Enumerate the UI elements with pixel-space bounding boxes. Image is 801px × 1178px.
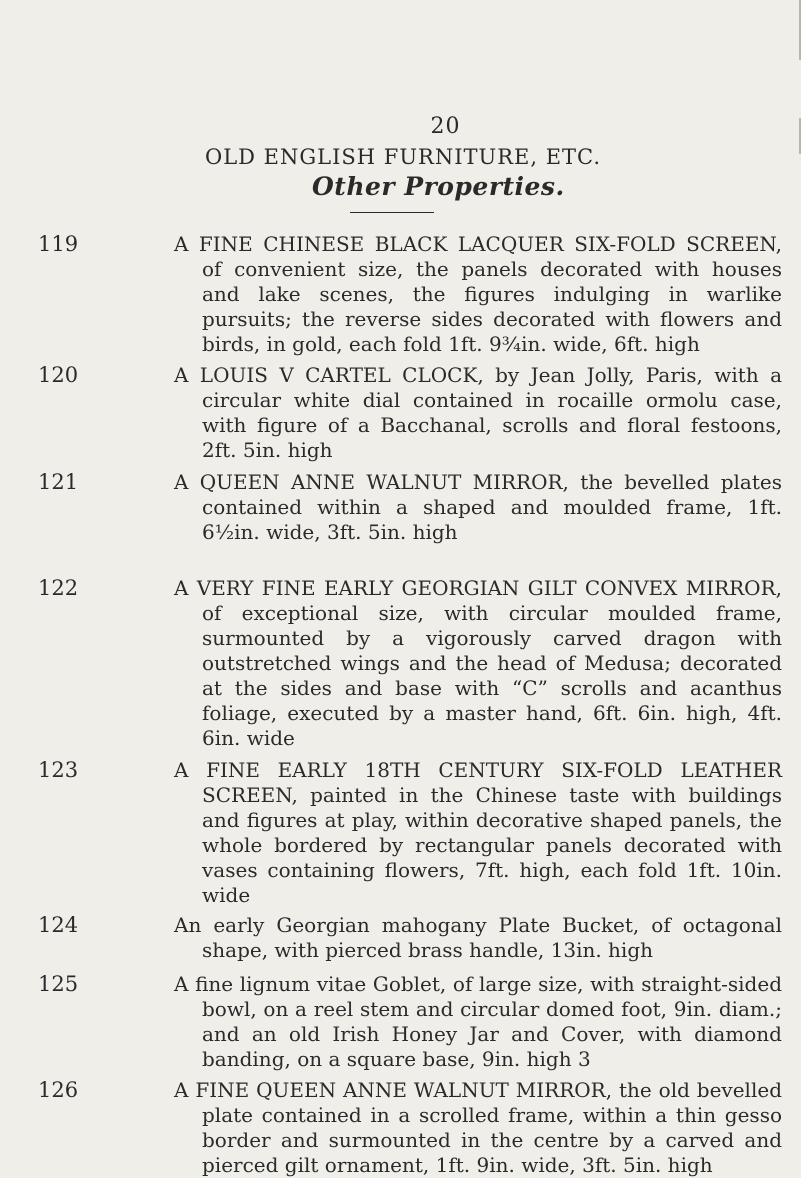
lot-description: A VERY FINE EARLY GEORGIAN GILT CONVEX MIRROR, of exceptional size, with circular moulded frame, surmounted by a vigorously carved dragon with outstretched wings and the head of Medusa; decorated at the sides and base with “C” scrolls and acanthus foliage, executed by a master hand, 6ft. 6in. high, 4ft. 6in. wide bbox=[174, 576, 782, 750]
lot-number: 121 bbox=[38, 470, 79, 494]
lot-number: 122 bbox=[38, 576, 79, 600]
header-divider bbox=[350, 212, 434, 213]
page-number: 20 bbox=[430, 114, 461, 139]
lot-number: 124 bbox=[38, 913, 79, 937]
lot-description: An early Georgian mahogany Plate Bucket, of octagonal shape, with pierced brass handle, 13in. high bbox=[174, 913, 782, 962]
lot-description: A LOUIS V CARTEL CLOCK, by Jean Jolly, Paris, with a circular white dial contained in rocaille ormolu case, with figure of a Bacchanal, scrolls and floral festoons, 2ft. 5in. high bbox=[174, 363, 782, 462]
lot-description: A FINE EARLY 18TH CENTURY SIX-FOLD LEATHER SCREEN, painted in the Chinese taste with buildings and figures at play, within decorative shaped panels, the whole bordered by rectangular panels decorated with vases containing flowers, 7ft. high, each fold 1ft. 10in. wide bbox=[174, 758, 782, 907]
lot-description: A FINE QUEEN ANNE WALNUT MIRROR, the old bevelled plate contained in a scrolled frame, within a thin gesso border and surmounted in the centre by a carved and pierced gilt ornament, 1ft. 9in. wide, 3ft. 5in. high bbox=[174, 1078, 782, 1177]
lot-number: 123 bbox=[38, 758, 79, 782]
lot-number: 119 bbox=[38, 232, 79, 256]
lot-description: A FINE CHINESE BLACK LACQUER SIX-FOLD SCREEN, of convenient size, the panels decorated with houses and lake scenes, the figures indulging in warlike pursuits; the reverse sides decorated with flowers and birds, in gold, each fold 1ft. 9¾in. wide, 6ft. high bbox=[174, 232, 782, 356]
lot-description: A QUEEN ANNE WALNUT MIRROR, the bevelled plates contained within a shaped and moulded frame, 1ft. 6½in. wide, 3ft. 5in. high bbox=[174, 470, 782, 544]
lot-description: A fine lignum vitae Goblet, of large size, with straight-sided bowl, on a reel stem and circular domed foot, 9in. diam.; and an old Irish Honey Jar and Cover, with diamond banding, on a square base, 9in. high 3 bbox=[174, 972, 782, 1071]
section-subtitle: Other Properties. bbox=[312, 172, 565, 201]
lot-number: 125 bbox=[38, 972, 79, 996]
section-title: OLD ENGLISH FURNITURE, ETC. bbox=[205, 145, 602, 169]
lot-number: 120 bbox=[38, 363, 79, 387]
lot-number: 126 bbox=[38, 1078, 79, 1102]
